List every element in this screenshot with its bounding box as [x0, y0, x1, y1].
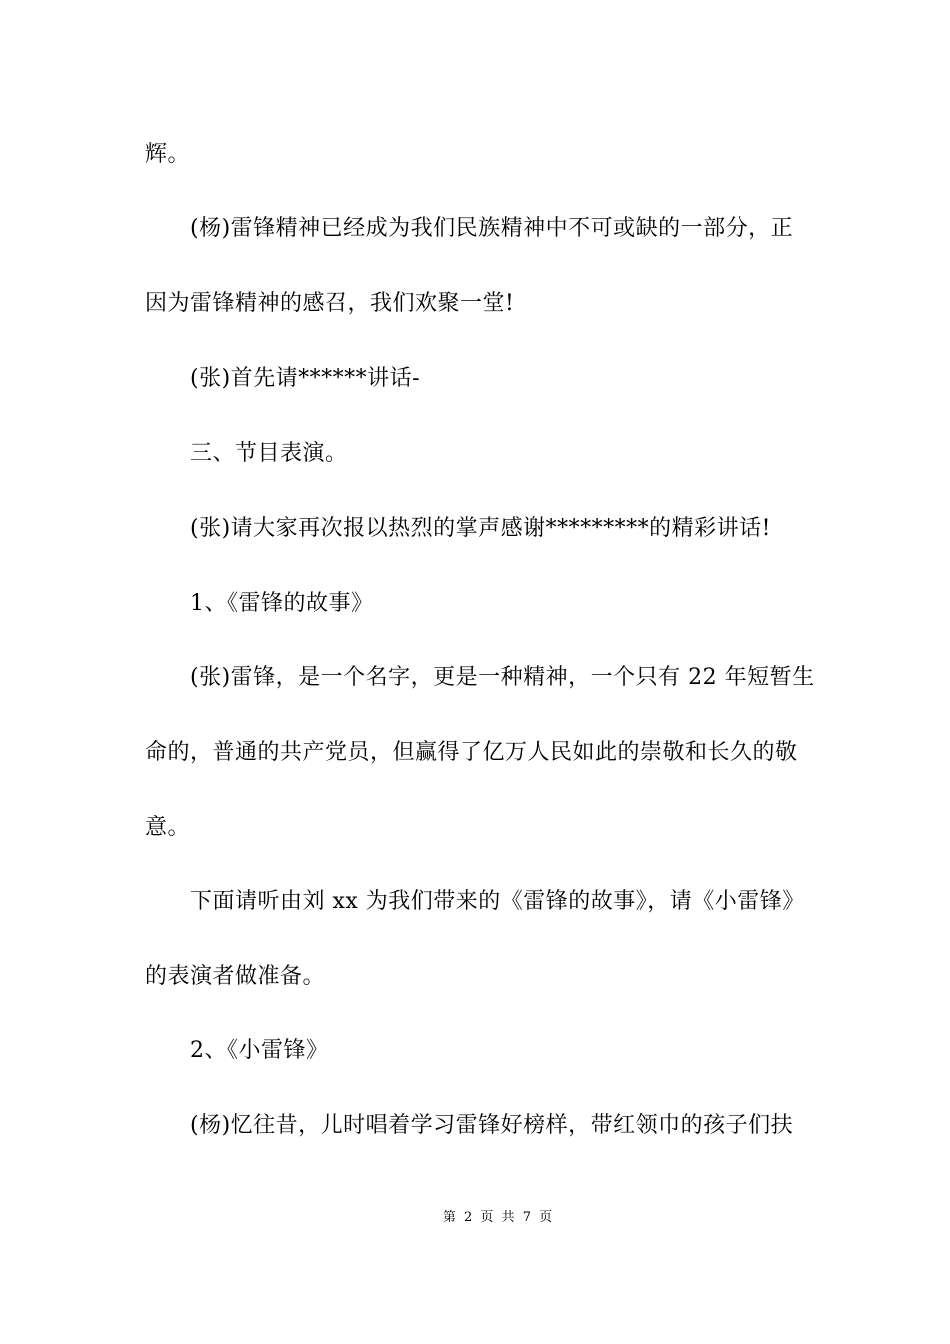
paragraph-line: 下面请听由刘 xx 为我们带来的《雷锋的故事》，请《小雷锋》 [190, 889, 805, 914]
paragraph-line: 命的，普通的共产党员，但赢得了亿万人民如此的崇敬和长久的敬 [145, 740, 798, 765]
paragraph-line: (张)雷锋，是一个名字，更是一种精神，一个只有 22 年短暂生 [190, 665, 815, 690]
paragraph-line: 辉。 [145, 142, 191, 167]
paragraph-line: 因为雷锋精神的感召，我们欢聚一堂! [145, 291, 515, 316]
section-heading: 三、节目表演。 [190, 441, 348, 466]
program-item: 1、《雷锋的故事》 [190, 591, 374, 616]
paragraph-line: (张)首先请******讲话- [190, 366, 421, 391]
paragraph-line: 意。 [145, 815, 191, 840]
program-item: 2、《小雷锋》 [190, 1038, 329, 1063]
paragraph-line: (杨)忆往昔，儿时唱着学习雷锋好榜样，带红领巾的孩子们扶 [190, 1113, 794, 1138]
paragraph-line: (张)请大家再次报以热烈的掌声感谢*********的精彩讲话! [190, 516, 772, 541]
paragraph-line: (杨)雷锋精神已经成为我们民族精神中不可或缺的一部分，正 [190, 216, 794, 241]
paragraph-line: 的表演者做准备。 [145, 964, 326, 989]
page-footer: 第 2 页 共 7 页 [442, 1210, 553, 1225]
